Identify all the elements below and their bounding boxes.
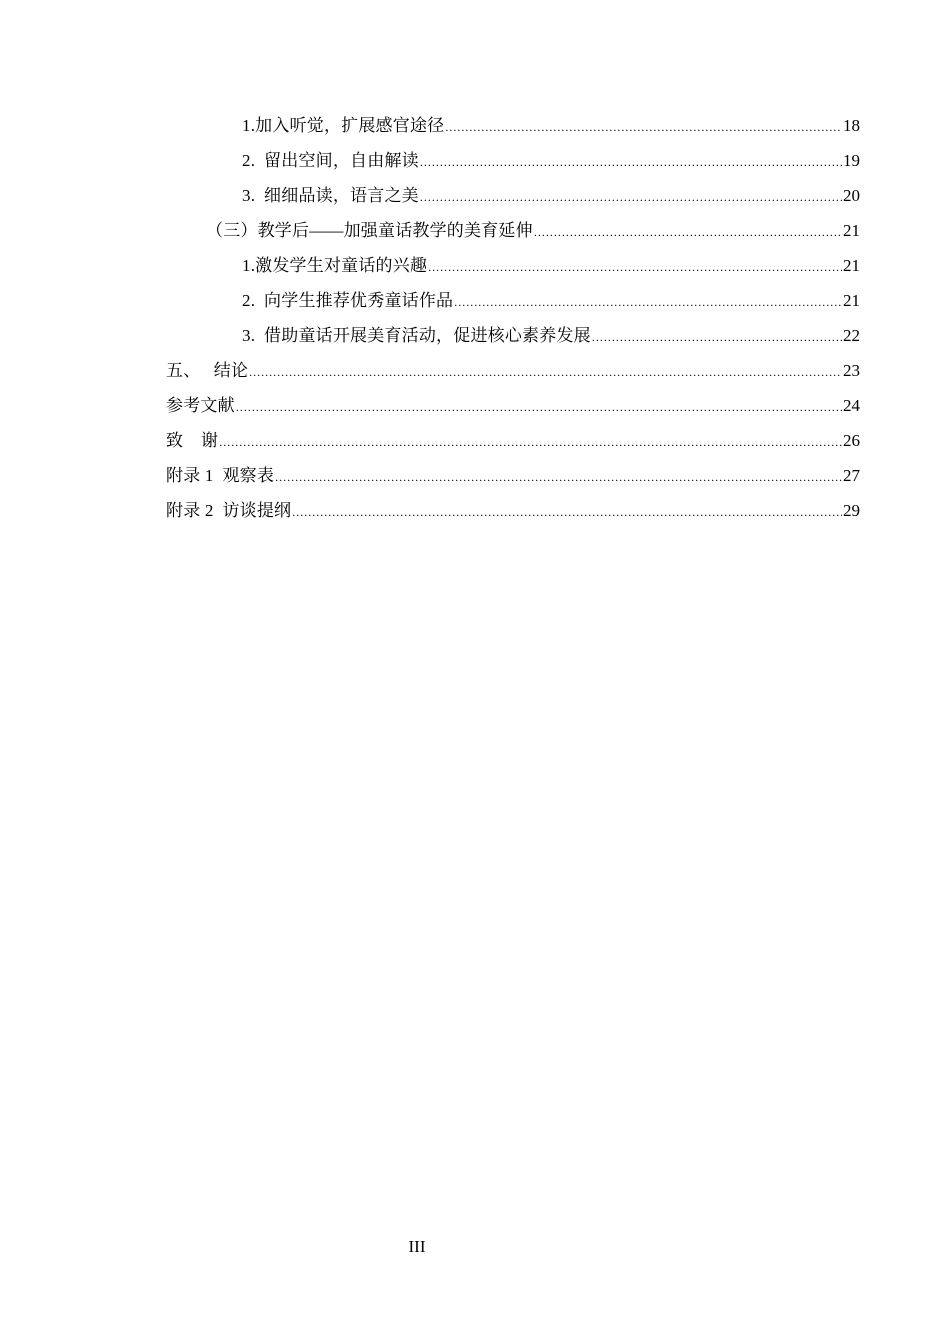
toc-dot-leader bbox=[428, 255, 842, 279]
toc-entry-page: 26 bbox=[843, 431, 860, 450]
toc-entry-title: 2. 留出空间，自由解读 bbox=[242, 151, 419, 170]
toc-entry-page: 24 bbox=[843, 396, 860, 415]
toc-entry[interactable] bbox=[166, 499, 860, 523]
toc-entry-page: 21 bbox=[843, 221, 860, 240]
toc-entry[interactable] bbox=[166, 464, 860, 488]
toc-entry[interactable] bbox=[242, 289, 860, 313]
toc-entry-page: 22 bbox=[843, 326, 860, 345]
toc-entry[interactable] bbox=[242, 114, 860, 138]
toc-entry-title: 2. 向学生推荐优秀童话作品 bbox=[242, 291, 454, 310]
toc-dot-leader bbox=[219, 430, 842, 454]
toc-entry[interactable] bbox=[242, 254, 860, 278]
toc-entry-page: 21 bbox=[843, 291, 860, 310]
toc-entry[interactable] bbox=[166, 429, 860, 453]
toc-dot-leader bbox=[445, 115, 842, 139]
toc-entry-title: 参考文献 bbox=[166, 396, 235, 415]
toc-dot-leader bbox=[420, 150, 842, 174]
toc-entry[interactable] bbox=[166, 394, 860, 418]
toc-entry-title: 3. 借助童话开展美育活动，促进核心素养发展 bbox=[242, 326, 591, 345]
toc-entry-page: 18 bbox=[843, 116, 860, 135]
toc-dot-leader bbox=[454, 290, 842, 314]
toc-entry-title: 附录 2 访谈提纲 bbox=[166, 501, 292, 520]
toc-dot-leader bbox=[420, 185, 842, 209]
toc-entry-title: 1.激发学生对童话的兴趣 bbox=[242, 256, 428, 275]
toc-entry-page: 21 bbox=[843, 256, 860, 275]
toc-dot-leader bbox=[249, 360, 842, 384]
toc-entry[interactable] bbox=[206, 219, 860, 243]
toc-entry-title: 五、 结论 bbox=[166, 361, 249, 380]
page-number: III bbox=[408, 1237, 426, 1256]
toc-entry-page: 20 bbox=[843, 186, 860, 205]
toc-entry[interactable] bbox=[242, 184, 860, 208]
toc-entry-page: 29 bbox=[843, 501, 860, 520]
toc-dot-leader bbox=[275, 465, 842, 489]
toc-entry[interactable] bbox=[166, 359, 860, 383]
toc-entry-page: 19 bbox=[843, 151, 860, 170]
toc-entry-title: 附录 1 观察表 bbox=[166, 466, 275, 485]
toc-entry-title: 3. 细细品读，语言之美 bbox=[242, 186, 419, 205]
toc-dot-leader bbox=[534, 220, 842, 244]
toc-entry-title: 致 谢 bbox=[166, 431, 219, 450]
toc-dot-leader bbox=[236, 395, 842, 419]
toc-dot-leader bbox=[292, 500, 842, 524]
toc-entry[interactable] bbox=[242, 149, 860, 173]
toc-entry-page: 23 bbox=[843, 361, 860, 380]
toc-entry-title: 1.加入听觉，扩展感官途径 bbox=[242, 116, 445, 135]
toc-entry-page: 27 bbox=[843, 466, 860, 485]
toc-entry[interactable] bbox=[242, 324, 860, 348]
toc-dot-leader bbox=[592, 325, 842, 349]
toc-entry-title: （三）教学后——加强童话教学的美育延伸 bbox=[206, 221, 533, 240]
